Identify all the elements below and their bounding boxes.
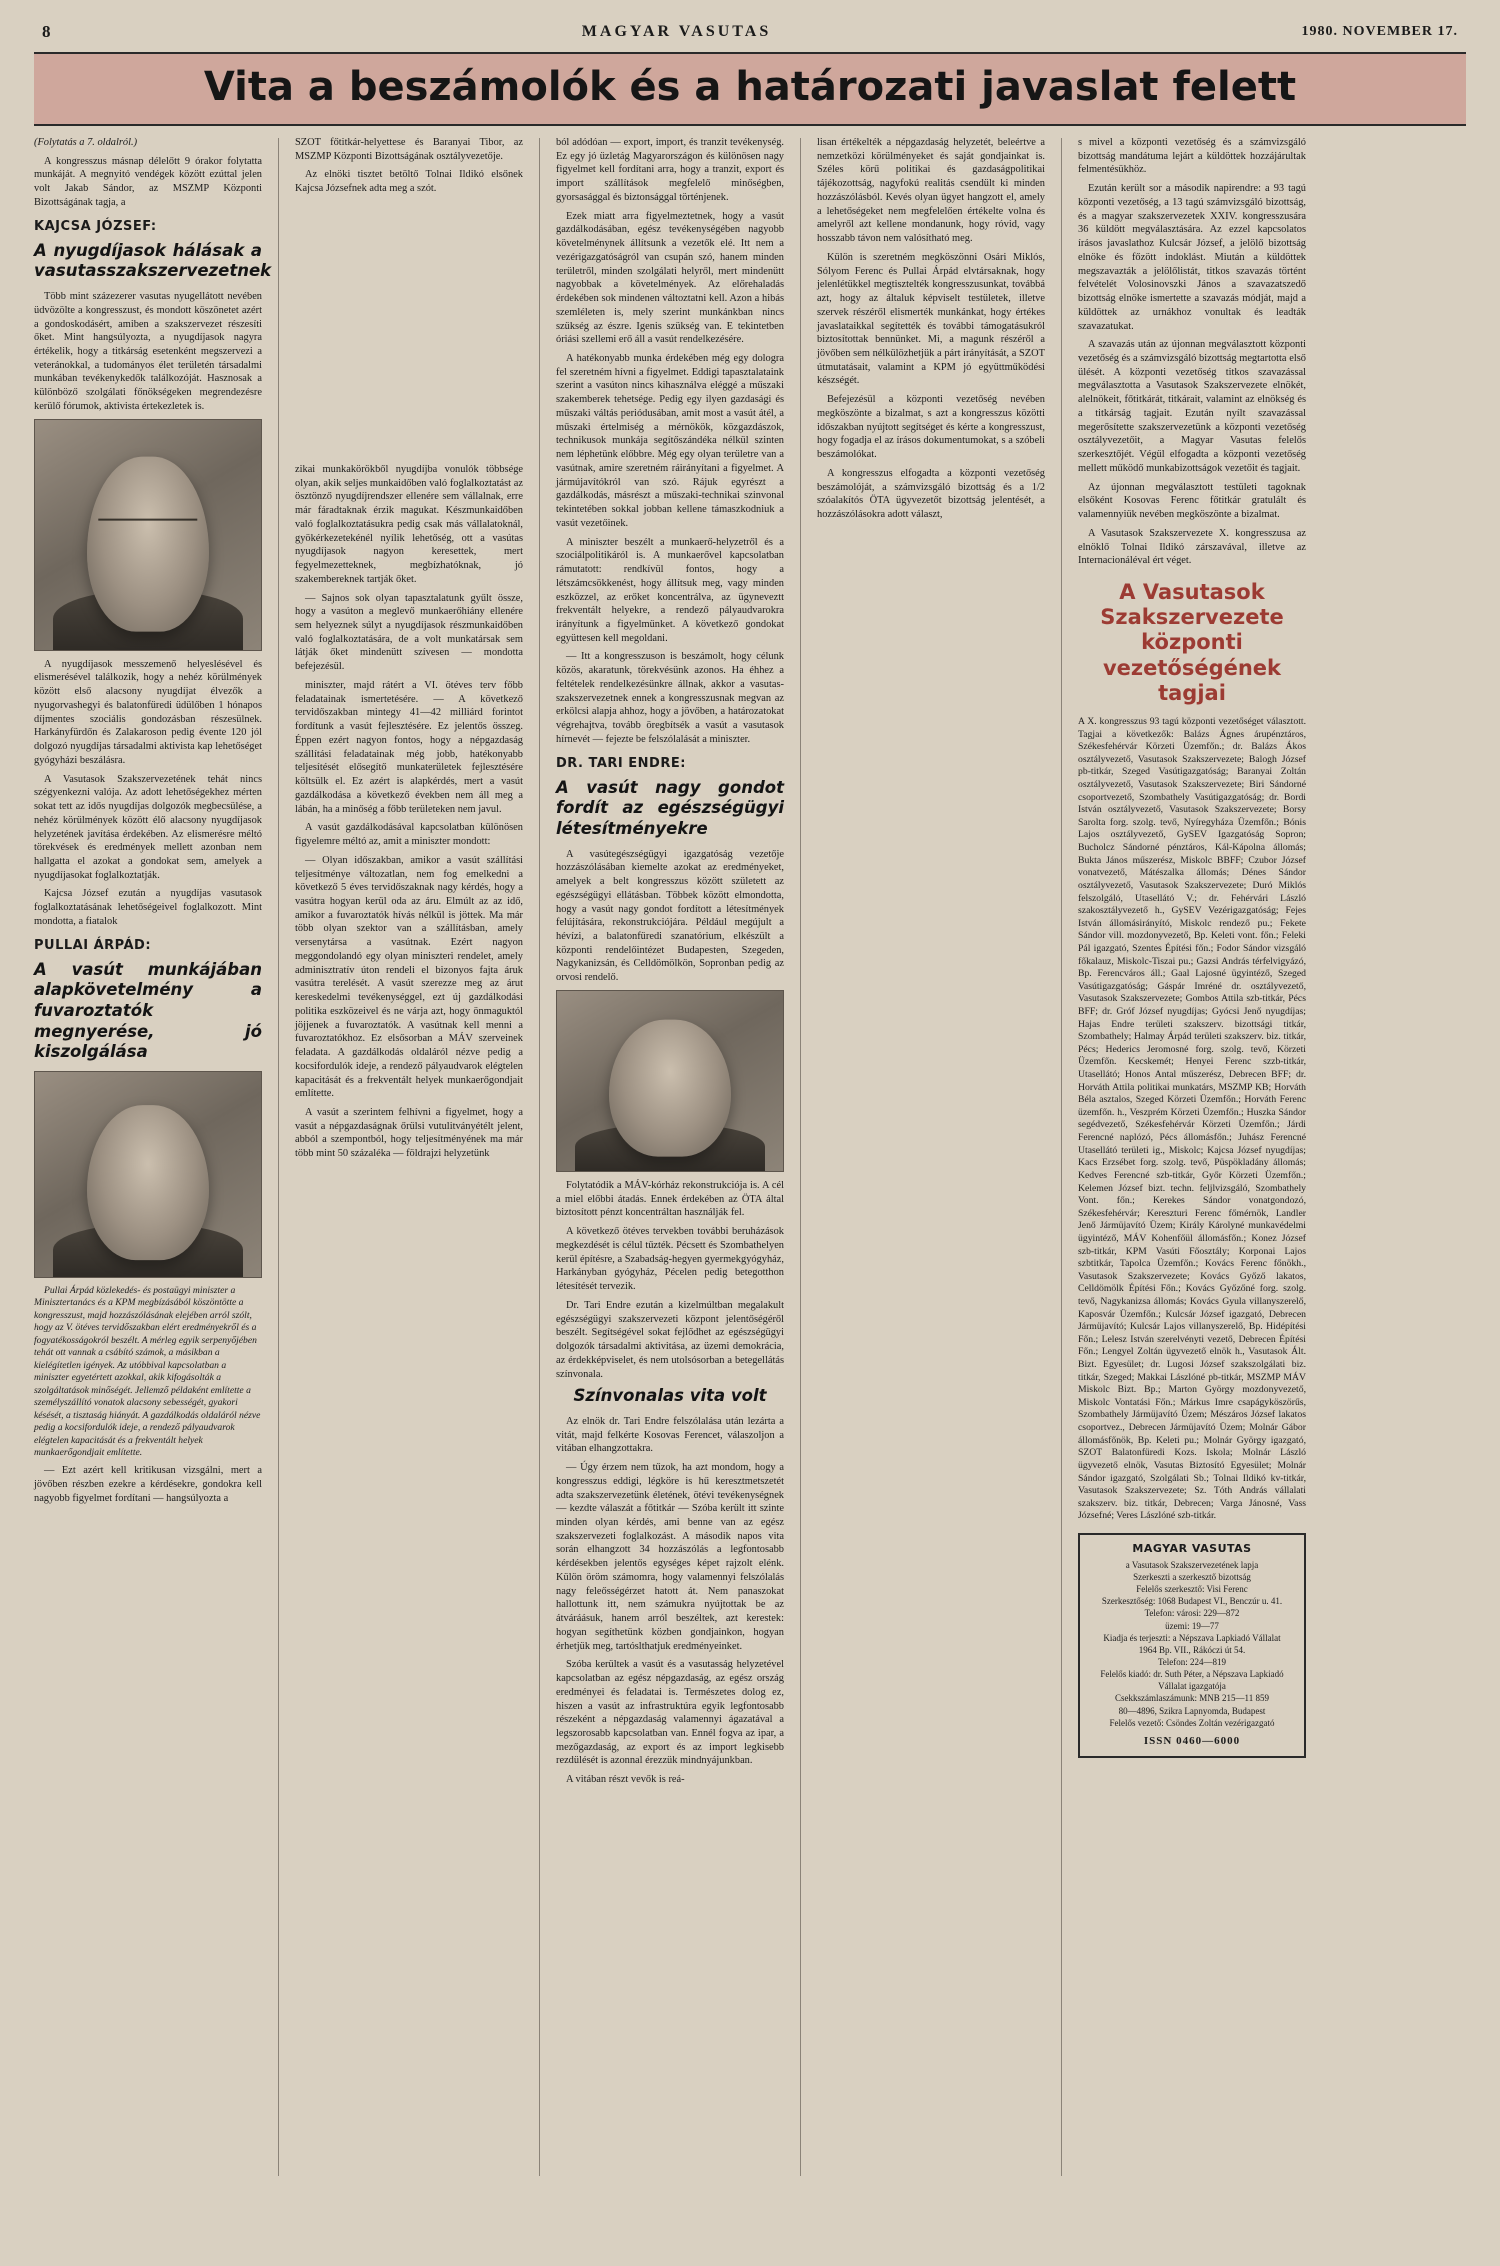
column-2 xyxy=(295,136,523,2176)
paragraph: Az elnöki tisztet betöltő Tolnai Ildikó elsőnek Kajcsa Józsefnek adta meg a szót. xyxy=(295,169,523,195)
portrait-photo-tari xyxy=(556,990,784,1172)
imprint-line: Telefon: városi: 229—872 xyxy=(1144,1608,1240,1619)
column-3 xyxy=(556,136,784,2176)
imprint-line: a Vasutasok Szakszervezetének lapja xyxy=(1125,1559,1259,1570)
imprint-line: Telefon: 224—819 xyxy=(1157,1656,1227,1667)
imprint-line: Szerkesztőség: 1068 Budapest VI., Benczúr u. 41. xyxy=(1101,1596,1283,1607)
paragraph: A vasút a szerintem felhívni a figyelmet, hogy a vasút a népgazdaságnak őrülsi vutulitványétélt jelent, abból a szempontból, hogy teljesítményének ma már több mint 50 százaléka — földrajzi helyzetünk xyxy=(295,1106,523,1160)
paragraph: Folytatódik a MÁV-kórház rekonstrukciója is. A cél a miel előbbi átadás. Ennek érdekében az ÖTA által biztosított pénzt koncentráltan használják fel. xyxy=(556,1179,784,1219)
imprint-line: Csekkszámlaszámunk: MNB 215—11 859 xyxy=(1115,1693,1269,1704)
photo-face xyxy=(87,456,209,631)
paragraph: s mivel a központi vezetőség és a számvizsgáló bizottság mandátuma lejárt a küldöttek hozzájárultak felmentésükhöz. xyxy=(1078,137,1306,176)
continuation-note: (Folytatás a 7. oldalról.) xyxy=(34,137,138,148)
paragraph: Szóba kerültek a vasút és a vasutasság helyzetével kapcsolatban az egész népgazdaság, az egész ország eredményei és feladatai is. Természetes dolog ez, hiszen a vasút az infrastruktúra egyik legfontosabb részeként a népgazdaság valamennyi ágazatával a legszorosabb kapcsolatban van. Ennél fogva az ipar, a mezőgazdaság, az export és az import legkisebb rezdülését is azonnal érezzük mindnyájunkban. xyxy=(556,1659,784,1767)
imprint-line: üzemi: 19—77 xyxy=(1165,1620,1219,1631)
imprint-line: 80—4896, Szikra Lapnyomda, Budapest xyxy=(1118,1705,1266,1716)
column-5 xyxy=(1078,136,1306,2176)
paragraph: A vasútegészségügyi igazgatóság vezetője hozzászólásában kiemelte azokat az eredményeket, amelyek a belt kongresszus között született az egészségügyi ellátásban. Többek között elmondotta, hogy a vasút nagy gondot fordított a létesítmények felújítására, rekonstrukciójára. Például megújult a hévízi, a balatonfüredi szanatórium, elkészült a központi rendelőintézet Budapesten, Szegeden, Nagykanizsán, és Celldömölkön, Sopronban pedig az orvosi rendelő. xyxy=(556,848,784,984)
column-divider xyxy=(1061,138,1062,2176)
page-title: Vita a beszámolók és a határozati javaslat felett xyxy=(203,64,1297,110)
paragraph: zikai munkakörökből nyugdíjba vonulók többsége olyan, akik seljes munkaidőben való foglalkoztatást az ösztönző nyugdíjrendszer ellenére sem vállalnak, erre már fáradtaknak érzik magukat. Készmunkaidőben való foglalkoztatásukra pedig csak más vállalatoknál, gyökérkezetekénél nyílik lehetőség, ott a vasútas nyugdíjasok nagyon keresettek, mert fegyelmezetteknek, megbízhatóknak, jó szakembereknek tartják őket. xyxy=(295,463,523,585)
paragraph: lisan értékelték a népgazdaság helyzetét, beleértve a nemzetközi körülményeket és saját gondjainkat is. Széles körű politikai és gazdaságpolitikai tájékozottság, nagyfokú realitás csendült ki minden hozzászólásból. Kevés olyan ügyet hangzott el, amely a lehetőségeket nem megfelelően értékelte volna és amelyről azt kellene mondanunk, hogy róvid, vagy hosszabb távon nem valósítható meg. xyxy=(817,137,1045,245)
paragraph: A Vasutasok Szakszervezetének tehát nincs szégyenkezni valója. Az adott lehetőségekhez mérten sokat tett az idős nyugdíjas dolgozók megbecsülése, a nehéz körülmények között élő alacsony nyugdíjasok helyzetének javítása érdekében. Az elismerésre méltó törekvések és eredmények mellett azonban nem hallgatta el azokat a gondokat sem, amelyek a nyugdíjasokat foglalkoztatják. xyxy=(34,773,262,881)
paragraph: A kongresszus másnap délelőtt 9 órakor folytatta munkáját. A megnyitó vendégek között ezúttal jelen volt Jakab Sándor, az MSZMP Központi Bizottságának tagja, a xyxy=(34,155,262,208)
page-number: 8 xyxy=(42,22,52,41)
imprint-line: Felelős kiadó: dr. Suth Péter, a Népszava Lapkiadó Vállalat igazgatója xyxy=(1100,1669,1284,1692)
speaker-byline: PULLAI ÁRPÁD: xyxy=(34,937,152,953)
imprint-box xyxy=(1078,1533,1306,1758)
paragraph: — Olyan időszakban, amikor a vasút szállítási teljesítménye változatlan, nem fog emelkedni a következő 5 éves tervidőszaknak nagy kérdés, hogy a vasútra hogyan kerül oda az áru. Elmúlt az az idő, amikor a fuvaroztatók hívás nélkül is jöttek. Ma már több olyan szektor van a szállításban, amely versenytársa a vasútnak. Ezért nagyon meggondolandó egy olyan miniszteri rendelet, amely adminisztratív úton rendeli el bizonyos fajta áruk vasútra terelését. A vasút szerezze meg az árut kereskedelmi tevékenységgel, ezt új gazdálkodási politika eszközeivel és ne várja azt, hogy önmaguktól jöjjenek a fuvaroztatók. A vasútnak kell menni a fuvaroztatókhoz. Ez elsősorban a MÁV szerveinek feladata. A gazdálkodás oldaláról nézve pedig a kocsifordulók ideje, a rendező pályaudvarok elégtelen kapacitását és a frekventált helyek munkaerőgondjait említette. xyxy=(295,854,523,1100)
paragraph: A szavazás után az újonnan megválasztott központi vezetőség és a számvizsgáló bizottság megtartotta első ülését. A központi vezetőség titkos szavazással megválasztotta a Vasutasok Szakszervezete elnökét, alelnökeit, főtitkárát, titkárait, valamint az elnökség és a titkárság tagjait. Ezután nyílt szavazással megerősítette szakszervezetünk a központi vezetőség osztályvezetőit, a Magyar Vasutas felelős szerkesztőjét. Végül elfogadta a központi vezetőség mellett működő munkabizottságok vezetőit és tagjait. xyxy=(1078,339,1306,474)
column-divider xyxy=(278,138,279,2176)
paragraph: Ezután került sor a második napirendre: a 93 tagú központi vezetőség, a 13 tagú számvizsgáló bizottság, és a magyar szakszervezetek XXIV. kongresszusára 36 küldött megválasztására. Az ezzel kapcsolatos írásos javaslathoz Kulcsár József, a jelölő bizottság elnöke és főzött indoklást. Miután a küldöttek megszavazták a jelölőlistát, titkos szavazás történt felvételét Volosinovszki János a szavazatszedő bizottság elnöke ismertette a szavazás módját, majd a küldöttek az urnákhoz vonultak és leadták szavazatukat. xyxy=(1078,183,1306,332)
members-list: A X. kongresszus 93 tagú központi vezetőséget választott. Tagjai a következők: Balázs Ágnes árupénztáros, Székesfehérvár Körzeti Üzemfőn.; dr. Balázs Ákos osztályvezető, Vasutasok Szakszervezete; Balogh József pb-titkár, Szeged Vasútigazgatóság; Baranyai Zoltán osztályvezető, Vasutasok Szakszervezete; Biri Sándorné csoportvezető, Szombathely Vasútigazgatóság; dr. Bordi István osztályvezető, Vasutasok Szakszervezete; Borsy Sarolta forg. szolg. tevő, Nyíregyháza Üzemfőn.; Bónis Lajos osztályvezető, GySEV Igazgatóság Sopron; Bucholcz Sándorné pénztáros, Kál-Kápolna állomás; Bukta János műszerész, Miskolc BBFF; Czubor József vonatvezető, Mátészalka állomás; Dénes Sándor osztályvezető, Vasutasok Szakszervezete; Duró Miklós felszolgáló, Utasellátó V.; dr. Fehérvári László szakosztályvezető h., GySEV Vezérigazgatóság; Fejes István állomásirányító, Miskolc rendező pu.; Fekete Sándor vill. mozdonyvezető, Bp. Keleti vont. főn.; Feleki Pál igazgató, Szentes Építési főn.; Fodor Sándor vizsgáló főkalauz, Miskolc-Tiszai pu.; Gazsi András térfelvigyázó, Bp. Ferencváros áll.; Gaal Lajosné ügyintéző, Szeged Vasútigazgatóság; Gáspár Imréné dr. osztályvezető, Vasutasok Szakszervezete; Gombos Attila szb-titkár, Pécs BFF; dr. Gróf József nyugdíjas; Gyócsi Jenő nyugdíjas; Hajas Endre területi szakszerv. bizottsági titkár, Szombathely; Halmay Árpád területi szakszerv. biz. titkár, Pécs; Hederics Jeromosné forg. szolg. tevő, Körzeti Üzemfőn. Kecskemét; Henyei Ferenc szzb-titkár, Utasellátó; Honos Antal műszerész, Debrecen BFF; dr. Horváth Attila politikai munkatárs, MSZMP KB; Horváth Béla asztalos, Szeged Körzeti Üzemfőn.; Horváth Ferenc üzemfőn. h., Veszprém Körzeti Üzemfőn.; Huszka Sándor segédvezető, Székesfehérvár Körzeti Üzemfőn.; Járdi Ferencné naplózó, Pécs állomásfőn.; Juhász Ferencné Utasellátó területi ig., Miskolc; Kajcsa József nyugdíjas; Kacs Erzsébet forg. szolg. tevő, Püspökladány állomás; Kedves Ferencné szb-titkár, Győr Körzeti Üzemfőn.; Kelemen József bizt. techn. feljlvizsgáló, Szombathely Vont. főn.; Kerekes Sándor vonatgondozó, Székesfehérvár; Kereszturi Ferenc főmérnök, Landler Jenő Jármüjavító Üzem; Király Károlyné munkavédelmi ügyintéző, MÁV Kohenfőül állomásfőn.; Konez József szb-titkár, KPM Vasúti Főosztály; Korponai Lajos szbtitkár, Tapolca Üzemfőn.; Kovács Ferenc főnökh., Vasutasok Szakszervezete; Kovács Győző lakatos, Celldömölk Építési Főn.; Kovács Győzőné forg. szolg. tevő, Nagykanizsa állomás; Kovács Gyula villanyszerelő, Kaposvár Üzemfőn.; Kulcsár József igazgató, Debrecen Jármüjavító; Kulcsár Lajos villanyszerelő, Bp. Hidépítési Főn.; Lelesz István szerelvényti vezető, Debrecen Építési Főn.; Lengyel Zoltán ügyvezető elnök h., Vasutasok Ált. Bizt. Egyesület; dr. Lugosi József szakszolgálati biz. titkár, Szeged; Makkai Lászlóné pb-titkár, MSZMP MÁV Miskolc Bizt. Bp.; Marton György mozdonyvezető, Miskolc Vontatási Főn.; Márkus Imre csapágyköszörűs, Szombathely Jármüjavító Üzem; Mészáros József lakatos csoportvez., Debrecen Jármüjavító Üzem; Molnár Gábor állomásfőnök, Bp. Keleti pu.; Molnár György igazgató, SZOT Balatonfüredi Kozs. Iskola; Molnár László ügyvezető elnök, Vasutas Biztosító Egyesület; Molnár Sándor igazgató, Szolgálati Sb.; Tolnai Ildikó kv-titkár, Vasutasok Szakszervezete; Sz. Tóth András vállalati szakszerv. biz. titkár, Debrecen; Varga Jánosné, Vass Józsefné; Veres Lászlóné szb-titkár. xyxy=(1078,715,1306,1522)
paragraph: A kongresszus elfogadta a központi vezetőség beszámolóját, a számvizsgáló bizottság és a 1/2 szóalakítós ÖTA ügyvezetőt bizottság jelentését, a hozzászólásokra adott választ, xyxy=(817,467,1045,521)
paragraph: ból adódóan — export, import, és tranzit tevékenység. Ez egy jó üzletág Magyarországon és különösen nagy figyelmet kell fordítani arra, hogy a tranzit, export és import szállítások megfelelő minőségben, gyorsasággal és biztonsággal történjenek. xyxy=(556,137,784,203)
photo-face xyxy=(609,1020,731,1157)
column-1 xyxy=(34,136,272,2176)
column-grid xyxy=(34,136,1466,2176)
column-4 xyxy=(817,136,1045,2176)
paragraph: Ezek miatt arra figyelmeztetnek, hogy a vasút gazdálkodásában, egész tevékenységében nagyobb követelménynek állítsunk a vezetők elé. Itt nem a vezérigazgatóságról van csupán szó, hanem minden területről, minden szolgálati helyről, mert mindenütt nagyobbak a követelmények. Az előrehaladás érdekében sok mindenen változtatni kell. Azon a hibás szemléleten is, mely szerint munkánkban nincs szükség az észre. Igenis szükség van. E tekintetben óriási szellemi erő áll a vasút rendelkezésére. xyxy=(556,210,784,346)
paragraph: A vasút gazdálkodásával kapcsolatban különösen figyelemre méltó az, amit a miniszter mondott: xyxy=(295,822,523,848)
paragraph: A nyugdíjasok messzemenő helyeslésével és elismerésével találkozik, hogy a nehéz körülmények között első alacsony nyugdíjat élvezők a nyugorvashegyi és balatonfüredi üdülőben 1 hónapos díjmentes szociális gondozásban részesülnek. Harkányfürdőn és Zalakaroson pedig évente 120 jól dolgozó nyugdíjas társadalmi aktivista kap lehetőséget gyógyházi beszálásra. xyxy=(34,658,262,766)
paragraph: Az újonnan megválasztott testületi tagoknak elsőként Kosovas Ferenc főtitkár gratulált és valamennyiük nevében megköszönte a bizalmat. xyxy=(1078,481,1306,521)
photo-face xyxy=(87,1105,209,1261)
issn-code: ISSN 0460—6000 xyxy=(1143,1734,1241,1747)
paragraph: — Ezt azért kell kritikusan vizsgálni, mert a jövőben részben ezekre a kérdésekre, gondokra kell nagyobb figyelmet fordítani — hangsúlyozta a xyxy=(34,1465,262,1504)
paragraph: — Sajnos sok olyan tapasztalatunk gyűlt össze, hogy a vasúton a meglevő munkaerőhiány ellenére sem helyeznek súlyt a nyugdíjasok részmunkaidőben való foglalkoztatására, de a volt munkatársak sem látják őket mindenütt szívesen — mondotta befejezésül. xyxy=(295,592,523,673)
paragraph: A Vasutasok Szakszervezete X. kongresszusa az elnöklő Tolnai Ildikó zárszavával, illetve az Internacionáléval ért véget. xyxy=(1078,527,1306,567)
photo-caption: Pullai Árpád közlekedés- és postaügyi miniszter a Minisztertanács és a KPM megbízásából köszöntötte a kongresszust, majd hozzászólásának elejében arról szólt, hogy az V. ötéves tervidőszakban elért eredményekről és a fogyatékosságokról beszélt. A mérleg egyik serpenyőjében tehát ott vannak a csábító számok, a másikban a kielégítetlen igények. Az utóbbival kapcsolatban a miniszter egyetértett azokkal, akik kifogásolták a szolgáltatások minőségét. Jellemző példaként említette a személyszállító vonatok alacsony sebességét, gyakori késését, a tisztaság hiányát. A gazdálkodás oldaláról nézve pedig a kocsifordulók ideje, a rendező pályaudvarok elégtelen kapacitását és a frekventált helyek munkaerőgondjait említette. xyxy=(34,1284,261,1459)
issue-date: 1980. NOVEMBER 17. xyxy=(1301,24,1458,39)
paper-title: MAGYAR VASUTAS xyxy=(581,23,772,40)
paragraph: Dr. Tari Endre ezután a kizelmúltban megalakult egészségügyi szakszervezeti központ jelentőségéről beszélt. Segítségével sokat fejlődhet az egészségügyi dolgozók társadalmi aktivitása, az üzemi demokrácia, az érdekképviselet, és nem utolsósorban a betegellátás színvonala. xyxy=(556,1299,784,1380)
section-subhead: A vasút munkájában alapkövetelmény a fuvaroztatók megnyerése, jó kiszolgálása xyxy=(34,959,262,1062)
paragraph: — Itt a kongresszuson is beszámolt, hogy célunk közös, akaratunk, törekvésünk azonos. Ha éhhez a feltételek rendelkezésünkre állnak, akkor a vasutas-szakszervezetnek ennek a kongresszusnak megvan az erkölcsi alapja ahhoz, hogy a jövőben, a határozatokat végrehajtva, tovább öregbítsék a vasút a vasutasok hírnevét — fejezte be felszólalását a miniszter. xyxy=(556,651,784,745)
members-list-heading: A Vasutasok Szakszervezete központi vezetőségének tagjai xyxy=(1100,580,1284,705)
imprint-line: Felelős szerkesztő: Visi Ferenc xyxy=(1136,1584,1248,1595)
paragraph: A hatékonyabb munka érdekében még egy dologra fel szeretném hívni a figyelmet. Eddigi tapasztalataink szerint a vasúton nincs kihasználva eléggé a műszaki szakemberek tehetsége. Pedig egy ilyen gazdasági és műszaki váltás periódusában, amit most a vasút átél, a műszaki értelmiség a mérnökök, közgazdászok, technikusok munkája segítőszándéka nélkül szinten nem léphetünk előbbre. Még egy olyan területre van a vasútnak, amire szeretném ráirányítani a figyelmet. A jármújavítókról van szó. Rájuk egyrészt a gazdálkodás, másrészt a műszaki-technikai szinvonal tekintetében sokkal jobban kellene támaszkodniuk a vasút vezetőinek. xyxy=(556,353,784,529)
imprint-line: Szerkeszti a szerkesztő bizottság xyxy=(1133,1571,1251,1582)
column-divider xyxy=(800,138,801,2176)
section-subhead: A vasút nagy gondot fordít az egészségügyi létesítményekre xyxy=(556,777,784,838)
paragraph: Befejezésül a központi vezetőség nevében megköszönte a bizalmat, s azt a kongresszus közötti időszakban nyújtott segítséget és kérte a kongresszust, hogy fogadja el az írásos dokumentumokat, s a szóbeli beszámolókat. xyxy=(817,394,1045,461)
section-subhead: A nyugdíjasok hálásak a vasutasszakszervezetnek xyxy=(34,240,272,281)
paragraph: A miniszter beszélt a munkaerő-helyzetről és a szociálpolitikáról is. A munkaerővel kapcsolatban rámutatott: rendkívül fontos, hogy a létszámcsökkenést, hogy állítsuk meg, vagy minden eszközzel, az erőket koncentrálva, az ügyneveztt frekventált helyekre, a rendező pályaudvarokra irányítunk a figyelmünket. A következő gondokat együttesen kell megoldani. xyxy=(556,536,784,644)
speaker-byline: DR. TARI ENDRE: xyxy=(556,755,686,771)
paragraph: SZOT főtitkár-helyettese és Baranyai Tibor, az MSZMP Központi Bizottságának osztályvezetője. xyxy=(295,137,523,162)
imprint-title: MAGYAR VASUTAS xyxy=(1132,1541,1252,1555)
paragraph: miniszter, majd rátért a VI. ötéves terv főbb feladatainak ismertetésére. — A következő tervidőszakban mintegy 41—42 milliárd forintot fordítunk a vasút fejlesztésére. Ez jelentős összeg. Éppen ezért nagyon fontos, hogy a népgazdaság szállítási feladatainak még jobb, hatékonyabb teljesítését elősegítő munkaterületek fejlesztésére költsülk el. Ez azért is alapkérdés, mert a vasút gazdálkodása a következő években nem áll meg a lábán, ha a minőség a főbb területeken nem javul. xyxy=(295,679,523,815)
paragraph: Több mint százezerer vasutas nyugellátott nevében üdvözölte a kongresszust, és mondott köszönetet azért a gondoskodásért, amiben a szakszervezet részesíti őket. Mint hangsúlyozta, a nyugdíjasok nagyra értékelik, hogy a titkárság esetenként megszervezi a veteránokkal, a tudományos élet területén társadalmi munkában tevékenykedők találkozóját. Hasznosak a különböző szolgálati főnökségeken megrendezésre kerülő fórumok, aktivista értekezletek is. xyxy=(34,291,262,412)
portrait-photo-pullai xyxy=(34,1071,262,1278)
paragraph: A következő ötéves tervekben további beruházások megkezdését is célul tűzték. Pécsett és Szombathelyen kerül építésre, a Szabadság-hegyen gyermekgyógyház, Harkányban gyógyház, Pécelen pedig betegotthon létesítését tervezik. xyxy=(556,1226,784,1293)
article-banner xyxy=(34,52,1466,126)
portrait-photo-kajcsa xyxy=(34,419,262,651)
paragraph: Az elnök dr. Tari Endre felszólalása után lezárta a vitát, majd felkérte Kosovas Ferencet, válaszoljon a vitában elhangzottakra. xyxy=(556,1415,784,1455)
paragraph: — Úgy érzem nem tűzok, ha azt mondom, hogy a kongresszus eddigi, légköre is hű keresztmetszetét adta szakszervezetünk életének, ötévi tevékenységnek — kezdte válaszát a főtitkár — Szóba került itt szinte minden olyan kérdés, ami benne van az egész szakszervezeti foglalkozást. A második napos vita során elhangzott 34 hozzászólás a legfontosabb kérdésekben jelentős egységes képet rajzolt elénk. Külön öröm számomra, hogy valamennyi felszólalás nagy feleősségérzet hatott át. Nem panaszokat hallottunk itt, nem számukra nyújtottak be az átváráásuk, hanem arról beszéltek, azt kerestek: hogyan segíthetünk közben gondjainkon, hogyan érhetjük meg, tartóslthatjuk eredményeinket. xyxy=(556,1462,784,1652)
photo-glasses xyxy=(98,519,197,542)
masthead xyxy=(34,22,1466,48)
column-divider xyxy=(539,138,540,2176)
imprint-line: 1964 Bp. VII., Rákóczi út 54. xyxy=(1138,1644,1246,1655)
paragraph: Külön is szeretném megköszönni Osári Miklós, Sólyom Ferenc és Pullai Árpád elvtársaknak, hogy jelenlétükkel megtisztelték kongresszusunkat, továbbá azt, hogy az általuk képviselt testületek, illetve szervek részéről elismerték munkánkat, hogy értékes javaslataikkal segítették és további támogatásukról biztosítottak bennünket. Mi, a magunk részéről a jövőben sem nélkülözhetjük a párt irányítását, a SZOT útmutatásait, valamint a KPM jó együttműködési készségét. xyxy=(817,251,1045,387)
paragraph: A vitában részt vevők is reá- xyxy=(566,1774,685,1786)
imprint-line: Kiadja és terjeszti: a Népszava Lapkiadó Vállalat xyxy=(1103,1632,1281,1643)
section-subhead: Színvonalas vita volt xyxy=(573,1386,767,1406)
paragraph: Kajcsa József ezután a nyugdíjas vasutasok foglalkoztatásának lehetőségeivel foglalkozott. Mint mondotta, a fiatalok xyxy=(34,888,262,927)
imprint-line: Felelős vezető: Csöndes Zoltán vezérigazgató xyxy=(1109,1717,1275,1728)
speaker-byline: KAJCSA JÓZSEF: xyxy=(34,218,157,234)
